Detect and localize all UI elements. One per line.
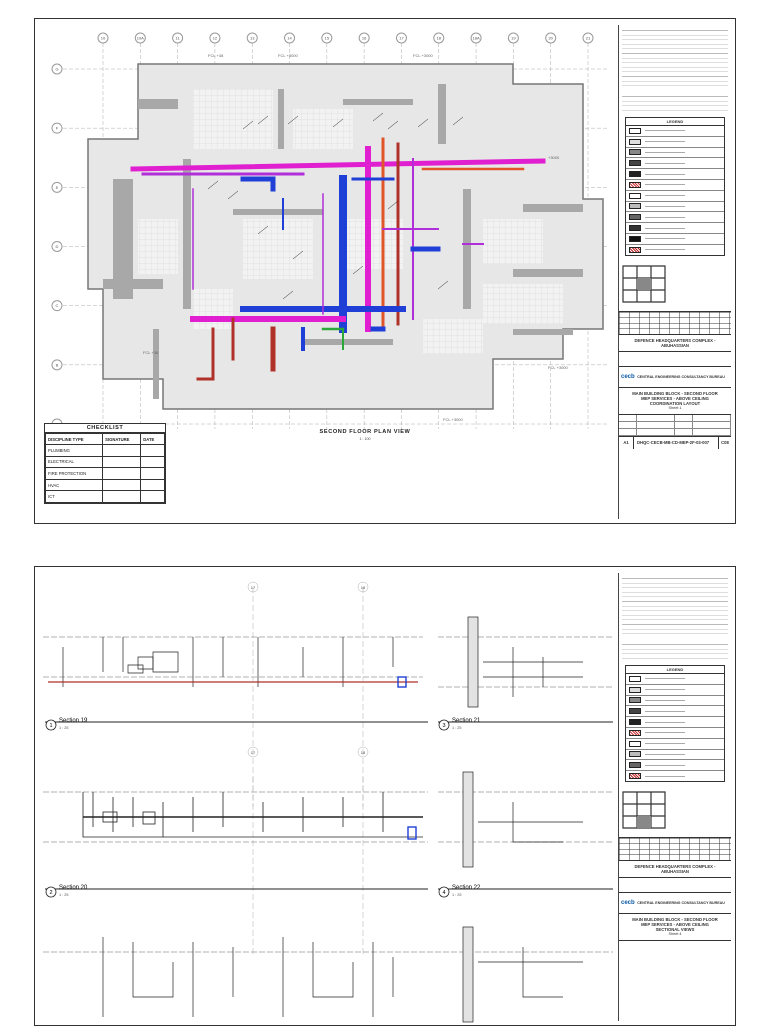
client-name: DEFENCE HEADQUARTERS COMPLEX - ABUHASSIAN — [619, 335, 731, 352]
section-scale: 1 : 25 — [452, 893, 462, 897]
section-title: Section 20 — [59, 885, 88, 891]
legend — [625, 665, 725, 782]
consultant-name: CENTRAL ENGINEERING CONSULTANCY BUREAU — [637, 900, 725, 905]
grid-mark: 17 — [250, 750, 256, 755]
discipline-cell: HVAC — [46, 479, 103, 491]
svg-text:+3000: +3000 — [548, 155, 560, 160]
sheet-size: A1 — [619, 437, 634, 449]
lower-sections — [43, 927, 613, 1022]
revision: C08 — [718, 437, 731, 449]
grid-mark: 17 — [250, 585, 256, 590]
svg-text:FCL +38: FCL +38 — [208, 53, 224, 58]
grid-label: 11 — [175, 35, 180, 41]
svg-text:FCL +38: FCL +38 — [143, 350, 159, 355]
section-labels — [45, 720, 613, 897]
grid-label: E — [55, 184, 59, 190]
section-title: Section 22 — [452, 885, 481, 891]
sheet-label: Sheet 4 — [668, 931, 682, 936]
grid-label: 12 — [212, 35, 218, 41]
checklist-header: DISCIPLINE TYPE — [46, 434, 103, 445]
svg-text:FCL +3000: FCL +3000 — [548, 365, 568, 370]
consultant — [619, 893, 731, 914]
revision-table — [619, 837, 731, 861]
section-scale: 1 : 25 — [59, 726, 69, 730]
discipline-cell: ICT — [46, 491, 103, 503]
drawing-sheet-1 — [34, 18, 736, 524]
grid-mark: 18 — [360, 750, 366, 755]
svg-text:FCL +3000: FCL +3000 — [278, 53, 298, 58]
general-notes — [619, 25, 731, 113]
drawing-sheet-2 — [34, 566, 736, 1026]
grid-label: 17 — [399, 35, 404, 41]
checklist — [44, 423, 166, 504]
checklist-title: CHECKLIST — [45, 424, 165, 433]
svg-text:FCL +3000: FCL +3000 — [443, 417, 463, 422]
title-block — [618, 573, 731, 1021]
grid-label: G — [55, 66, 59, 72]
section-21-drawing — [438, 617, 613, 707]
grid-label: 18 — [436, 35, 441, 41]
section-title: Section 19 — [59, 718, 88, 724]
plan-title: SECOND FLOOR PLAN VIEW — [319, 429, 411, 435]
checklist-header: SIGNATURE — [103, 434, 141, 445]
grid-label: D — [55, 244, 59, 249]
section-number: 2 — [49, 890, 53, 896]
revision-table — [619, 311, 731, 335]
section-scale: 1 : 25 — [59, 893, 69, 897]
consultant — [619, 367, 731, 388]
drawing-number: DHQC-CECB-MB-CD-MEP-2F-03-007 — [637, 440, 710, 446]
notes-text — [622, 27, 728, 89]
table-row — [46, 491, 165, 503]
table-row — [46, 445, 165, 457]
grid-label: 14 — [287, 35, 292, 41]
legend — [625, 117, 725, 256]
grid-label: F — [55, 125, 59, 131]
table-row — [46, 468, 165, 480]
grid-label: 21 — [585, 35, 591, 41]
drawing-meta — [619, 415, 731, 437]
checklist-table — [45, 433, 165, 503]
grid-label: 19 — [511, 35, 516, 41]
legend-title: LEGEND — [626, 666, 724, 674]
sectional-views — [43, 577, 615, 1025]
grid-label: C — [55, 303, 59, 309]
key-plan — [619, 788, 669, 832]
grid-label: 15 — [324, 35, 330, 41]
consultant-name: CENTRAL ENGINEERING CONSULTANCY BUREAU — [637, 374, 725, 379]
consultant-logo: cecb — [621, 373, 635, 380]
table-row — [46, 479, 165, 491]
section-number: 3 — [442, 723, 446, 729]
consultant-logo: cecb — [621, 899, 635, 906]
section-20-drawing — [43, 792, 428, 842]
drawing-title: MAIN BUILDING BLOCK - SECOND FLOOR MEP SERVICES - ABOVE CEILING COORDINATION LAYOUT Sheet 1 — [619, 388, 731, 415]
plan-scale: 1 : 100 — [359, 437, 371, 441]
section-number: 4 — [442, 890, 446, 896]
grid-label: B — [55, 362, 59, 368]
section-scale: 1 : 25 — [452, 726, 462, 730]
drawing-number-row — [619, 437, 731, 449]
section-19-drawing — [43, 637, 423, 687]
title-block — [618, 25, 731, 519]
general-notes — [619, 573, 731, 661]
grid-label: 16 — [361, 35, 367, 41]
client-name: DEFENCE HEADQUARTERS COMPLEX - ABUHASSIAN — [619, 861, 731, 878]
drawing-title: MAIN BUILDING BLOCK - SECOND FLOOR MEP SERVICES - ABOVE CEILING SECTIONAL VIEWS Sheet 4 — [619, 914, 731, 941]
discipline-cell: PLUMBING — [46, 445, 103, 457]
svg-text:FCL +3000: FCL +3000 — [413, 53, 433, 58]
grid-label: 10 — [100, 35, 106, 41]
discipline-cell: FIRE PROTECTION — [46, 468, 103, 480]
legend-title: LEGEND — [626, 118, 724, 126]
table-row — [46, 456, 165, 468]
grid-label: 18A — [472, 35, 480, 41]
section-title: Section 21 — [452, 718, 481, 724]
second-floor-plan — [43, 29, 615, 439]
grid-mark: 18 — [360, 585, 366, 590]
sheet-label: Sheet 1 — [668, 405, 682, 410]
grid-label: 20 — [548, 35, 553, 41]
key-plan — [619, 262, 669, 306]
grid-label: 10A — [136, 35, 144, 41]
grid-label: 13 — [250, 35, 255, 41]
checklist-header: DATE — [141, 434, 165, 445]
section-number: 1 — [49, 723, 53, 729]
discipline-cell: ELECTRICAL — [46, 456, 103, 468]
section-22-drawing — [438, 772, 613, 867]
